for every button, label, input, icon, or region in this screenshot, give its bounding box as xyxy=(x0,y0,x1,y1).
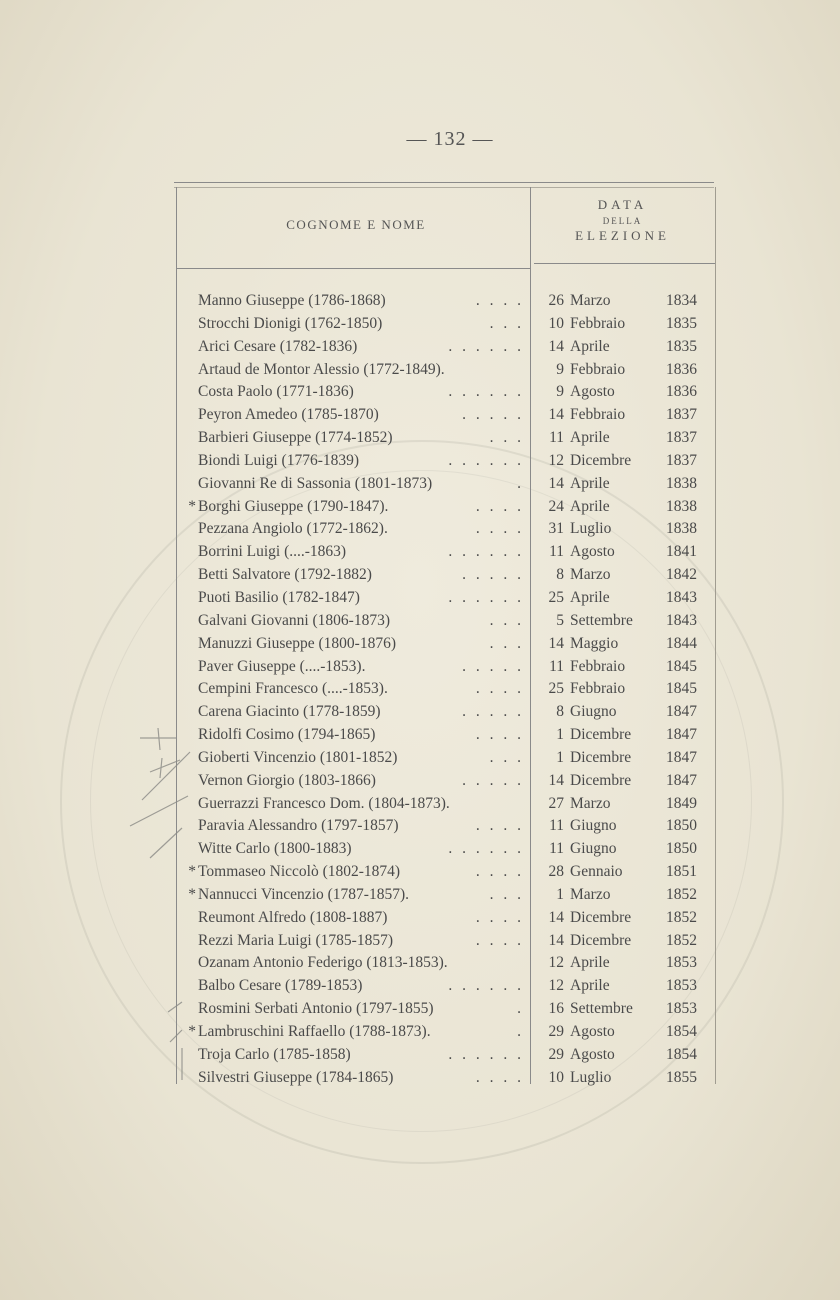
row-election-month: Giugno xyxy=(570,703,617,721)
row-member-name: Betti Salvatore (1792-1882) xyxy=(198,566,372,584)
column-header-date-line1: DATA xyxy=(597,197,648,212)
row-member-name: Cempini Francesco (....-1853). xyxy=(198,680,388,698)
row-election-year: 1847 xyxy=(666,771,697,789)
row-member-name: Manuzzi Giuseppe (1800-1876) xyxy=(198,634,397,652)
row-leader-dots: . . . . . . xyxy=(448,451,524,469)
row-election-month: Marzo xyxy=(570,566,611,584)
row-election-year: 1847 xyxy=(666,748,697,766)
row-election-day: 10 xyxy=(548,314,564,332)
row-member-name: Costa Paolo (1771-1836) xyxy=(198,383,354,401)
row-leader-dots: . . . . . . xyxy=(448,1045,524,1063)
row-election-year: 1852 xyxy=(666,931,697,949)
row-election-day: 14 xyxy=(548,634,564,652)
row-election-year: 1844 xyxy=(666,634,697,652)
row-election-day: 14 xyxy=(548,771,564,789)
row-member-name: Barbieri Giuseppe (1774-1852) xyxy=(198,429,393,447)
row-member-name: Lambruschini Raffaello (1788-1873). xyxy=(198,1023,431,1040)
row-election-month: Agosto xyxy=(570,543,615,561)
row-member-name: Silvestri Giuseppe (1784-1865) xyxy=(198,1068,394,1086)
row-election-year: 1838 xyxy=(666,474,697,492)
row-election-day: 11 xyxy=(549,817,564,835)
page-number: — 132 — xyxy=(406,128,494,150)
row-election-day: 8 xyxy=(556,566,564,584)
row-election-year: 1835 xyxy=(666,337,697,355)
column-header-date-line3: ELEZIONE xyxy=(575,228,670,243)
row-leader-dots: . . . . xyxy=(475,863,524,881)
row-election-day: 11 xyxy=(549,429,564,447)
row-leader-dots: . . . . xyxy=(475,908,524,926)
row-election-month: Agosto xyxy=(570,1045,615,1063)
row-star-marker: * xyxy=(188,863,196,881)
row-member-name: Manno Giuseppe (1786-1868) xyxy=(198,292,386,309)
row-election-year: 1843 xyxy=(666,611,697,629)
row-leader-dots: . . . . xyxy=(475,292,524,309)
row-election-year: 1837 xyxy=(666,406,697,424)
row-election-year: 1852 xyxy=(666,908,697,926)
row-member-name: Biondi Luigi (1776-1839) xyxy=(198,451,360,469)
row-election-day: 14 xyxy=(548,474,564,492)
row-election-year: 1845 xyxy=(666,657,697,675)
row-leader-dots: . . . . . . xyxy=(448,337,524,355)
row-member-name: Giovanni Re di Sassonia (1801-1873) xyxy=(198,474,433,492)
row-member-name: Paver Giuseppe (....-1853). xyxy=(198,657,366,675)
row-election-month: Marzo xyxy=(570,885,611,903)
row-election-day: 29 xyxy=(548,1023,564,1040)
row-member-name: Peyron Amedeo (1785-1870) xyxy=(198,406,379,424)
row-election-year: 1835 xyxy=(666,314,697,332)
row-member-name: Guerrazzi Francesco Dom. (1804-1873). xyxy=(198,794,450,812)
row-leader-dots: . . . . . xyxy=(462,657,524,675)
row-leader-dots: . . . xyxy=(489,611,524,629)
row-election-day: 14 xyxy=(548,406,564,424)
row-election-month: Settembre xyxy=(570,1000,633,1018)
row-election-year: 1852 xyxy=(666,885,697,903)
row-election-month: Dicembre xyxy=(570,908,632,926)
row-leader-dots: . . . xyxy=(489,748,524,766)
row-election-day: 8 xyxy=(556,703,564,721)
row-election-day: 25 xyxy=(548,588,564,606)
row-leader-dots: . . . . . . xyxy=(448,588,524,606)
row-election-month: Marzo xyxy=(570,292,611,309)
row-leader-dots: . . . xyxy=(489,314,524,332)
row-election-month: Luglio xyxy=(570,520,612,538)
row-leader-dots: . . . xyxy=(489,885,524,903)
row-election-day: 11 xyxy=(549,840,564,858)
row-leader-dots: . . . . xyxy=(475,520,524,538)
row-election-month: Aprile xyxy=(570,954,610,972)
row-election-year: 1854 xyxy=(666,1023,697,1040)
row-election-year: 1838 xyxy=(666,520,697,538)
row-member-name: Witte Carlo (1800-1883) xyxy=(198,840,352,858)
row-member-name: Rosmini Serbati Antonio (1797-1855) xyxy=(198,1000,434,1018)
row-leader-dots: . . . . xyxy=(475,726,524,744)
row-member-name: Nannucci Vincenzio (1787-1857). xyxy=(198,885,409,903)
row-election-month: Dicembre xyxy=(570,748,632,766)
row-election-year: 1834 xyxy=(666,292,697,309)
row-election-year: 1854 xyxy=(666,1045,697,1063)
row-member-name: Galvani Giovanni (1806-1873) xyxy=(198,611,390,629)
row-election-month: Giugno xyxy=(570,840,617,858)
row-election-month: Gennaio xyxy=(570,863,623,881)
row-member-name: Borrini Luigi (....-1863) xyxy=(198,543,347,561)
row-election-month: Maggio xyxy=(570,634,619,652)
row-election-day: 16 xyxy=(548,1000,564,1018)
row-election-month: Dicembre xyxy=(570,451,632,469)
row-leader-dots: . . . . . xyxy=(462,566,524,584)
row-election-month: Marzo xyxy=(570,794,611,812)
row-election-day: 9 xyxy=(556,383,564,401)
row-election-month: Agosto xyxy=(570,1023,615,1040)
row-election-year: 1841 xyxy=(666,543,697,561)
row-member-name: Arici Cesare (1782-1836) xyxy=(198,337,358,355)
row-election-day: 11 xyxy=(549,543,564,561)
row-election-day: 14 xyxy=(548,337,564,355)
row-election-month: Aprile xyxy=(570,588,610,606)
row-election-year: 1851 xyxy=(666,863,697,881)
row-leader-dots: . . . . . xyxy=(462,771,524,789)
row-member-name: Rezzi Maria Luigi (1785-1857) xyxy=(198,931,393,949)
row-election-month: Dicembre xyxy=(570,931,632,949)
row-election-year: 1845 xyxy=(666,680,697,698)
row-leader-dots: . . . . . . xyxy=(448,977,524,995)
row-star-marker: * xyxy=(188,885,196,903)
row-election-day: 25 xyxy=(548,680,564,698)
row-member-name: Tommaseo Niccolò (1802-1874) xyxy=(198,863,401,881)
row-election-month: Aprile xyxy=(570,474,610,492)
row-leader-dots: . . . . . . xyxy=(448,543,524,561)
row-leader-dots: . . . . xyxy=(475,931,524,949)
row-election-month: Aprile xyxy=(570,497,610,515)
row-member-name: Paravia Alessandro (1797-1857) xyxy=(198,817,399,835)
row-election-month: Settembre xyxy=(570,611,633,629)
row-election-year: 1849 xyxy=(666,794,697,812)
row-election-month: Agosto xyxy=(570,383,615,401)
row-leader-dots: . . . xyxy=(489,429,524,447)
row-member-name: Reumont Alfredo (1808-1887) xyxy=(198,908,388,926)
row-member-name: Artaud de Montor Alessio (1772-1849). xyxy=(198,360,445,378)
row-star-marker: * xyxy=(188,497,196,515)
row-election-year: 1838 xyxy=(666,497,697,515)
row-election-year: 1847 xyxy=(666,726,697,744)
row-member-name: Balbo Cesare (1789-1853) xyxy=(198,977,363,995)
row-election-year: 1855 xyxy=(666,1068,697,1086)
row-election-month: Dicembre xyxy=(570,726,632,744)
row-election-day: 12 xyxy=(548,451,564,469)
row-election-month: Luglio xyxy=(570,1068,612,1086)
row-leader-dots: . . . . . xyxy=(462,406,524,424)
row-member-name: Pezzana Angiolo (1772-1862). xyxy=(198,520,388,538)
row-member-name: Gioberti Vincenzio (1801-1852) xyxy=(198,748,398,766)
row-leader-dots: . . . . xyxy=(475,817,524,835)
row-election-year: 1837 xyxy=(666,451,697,469)
row-member-name: Borghi Giuseppe (1790-1847). xyxy=(198,497,389,515)
row-leader-dots: . . . xyxy=(489,634,524,652)
row-leader-dots: . xyxy=(517,474,524,492)
row-member-name: Carena Giacinto (1778-1859) xyxy=(198,703,381,721)
row-election-year: 1843 xyxy=(666,588,697,606)
row-election-year: 1842 xyxy=(666,566,697,584)
row-star-marker: * xyxy=(188,1023,196,1040)
row-election-day: 26 xyxy=(548,292,564,309)
row-member-name: Troja Carlo (1785-1858) xyxy=(198,1045,351,1063)
row-election-day: 1 xyxy=(556,885,564,903)
row-election-month: Aprile xyxy=(570,977,610,995)
row-election-month: Aprile xyxy=(570,337,610,355)
row-leader-dots: . . . . . xyxy=(462,703,524,721)
row-election-month: Febbraio xyxy=(570,360,626,378)
row-election-year: 1836 xyxy=(666,360,697,378)
row-election-day: 12 xyxy=(548,977,564,995)
row-election-month: Febbraio xyxy=(570,680,626,698)
row-election-month: Febbraio xyxy=(570,314,626,332)
row-election-month: Giugno xyxy=(570,817,617,835)
row-leader-dots: . xyxy=(517,1000,524,1018)
row-leader-dots: . . . . . . xyxy=(448,383,524,401)
row-election-day: 12 xyxy=(548,954,564,972)
row-election-day: 27 xyxy=(548,794,564,812)
row-election-month: Febbraio xyxy=(570,406,626,424)
row-election-day: 31 xyxy=(548,520,564,538)
row-election-year: 1847 xyxy=(666,703,697,721)
row-leader-dots: . . . . xyxy=(475,1068,524,1086)
row-election-day: 24 xyxy=(548,497,564,515)
row-member-name: Ozanam Antonio Federigo (1813-1853). xyxy=(198,954,448,972)
row-election-day: 10 xyxy=(548,1068,564,1086)
row-leader-dots: . . . . xyxy=(475,497,524,515)
row-election-month: Dicembre xyxy=(570,771,632,789)
row-member-name: Strocchi Dionigi (1762-1850) xyxy=(198,314,383,332)
row-leader-dots: . xyxy=(517,1023,524,1040)
row-election-year: 1853 xyxy=(666,954,697,972)
row-member-name: Vernon Giorgio (1803-1866) xyxy=(198,771,376,789)
row-election-month: Aprile xyxy=(570,429,610,447)
row-election-year: 1853 xyxy=(666,1000,697,1018)
row-election-year: 1853 xyxy=(666,977,697,995)
row-election-year: 1836 xyxy=(666,383,697,401)
row-election-day: 28 xyxy=(548,863,564,881)
row-election-year: 1850 xyxy=(666,817,697,835)
row-member-name: Puoti Basilio (1782-1847) xyxy=(198,588,360,606)
row-election-month: Febbraio xyxy=(570,657,626,675)
row-election-day: 14 xyxy=(548,931,564,949)
row-election-year: 1837 xyxy=(666,429,697,447)
row-election-day: 14 xyxy=(548,908,564,926)
row-election-day: 5 xyxy=(556,611,564,629)
row-election-day: 11 xyxy=(549,657,564,675)
column-header-date-line2: DELLA xyxy=(602,216,643,226)
row-leader-dots: . . . . . . xyxy=(448,840,524,858)
row-election-day: 1 xyxy=(556,726,564,744)
row-election-day: 1 xyxy=(556,748,564,766)
row-member-name: Ridolfi Cosimo (1794-1865) xyxy=(198,726,376,744)
row-election-year: 1850 xyxy=(666,840,697,858)
row-election-day: 29 xyxy=(548,1045,564,1063)
row-election-day: 9 xyxy=(556,360,564,378)
row-leader-dots: . . . . xyxy=(475,680,524,698)
column-header-name: COGNOME E NOME xyxy=(286,217,426,232)
